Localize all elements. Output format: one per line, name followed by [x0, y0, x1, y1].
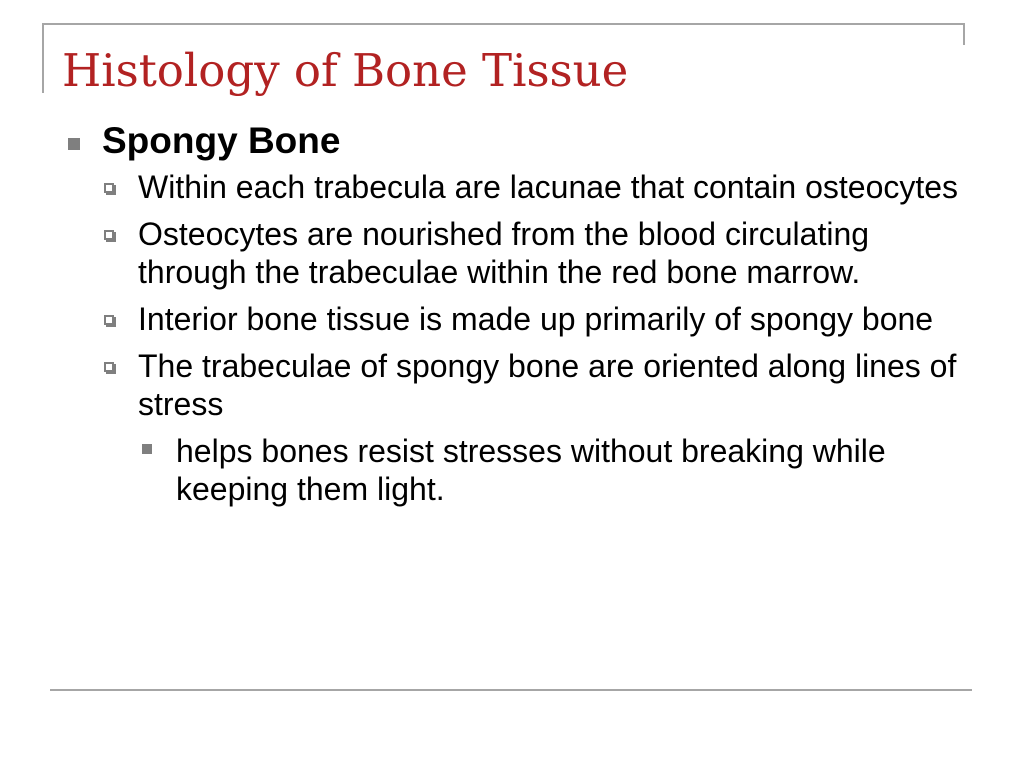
sub-sub-bullet-text: helps bones resist stresses without breaking while keeping them light.: [176, 433, 886, 507]
square-bullet-icon: [68, 138, 80, 150]
sub-sub-bullet-item: [62, 432, 972, 508]
sub-bullet-text: Within each trabecula are lacunae that contain osteocytes: [138, 169, 959, 205]
hollow-square-bullet-icon: [104, 230, 114, 240]
sub-bullet-item: [62, 347, 972, 423]
square-bullet-icon: [142, 444, 152, 454]
bullet-list: [62, 118, 972, 514]
sub-bullet-text: The trabeculae of spongy bone are oriented along lines of stress: [138, 348, 957, 422]
frame-top-line: [42, 23, 964, 25]
sub-bullet-item: [62, 168, 972, 206]
bullet-item-spongy-bone: [62, 118, 972, 164]
hollow-square-bullet-icon: [104, 183, 114, 193]
sub-bullet-text: Interior bone tissue is made up primarily of spongy bone: [138, 301, 934, 337]
hollow-square-bullet-icon: [104, 315, 114, 325]
slide-title: Histology of Bone Tissue: [62, 44, 629, 97]
footer-divider-line: [50, 689, 972, 691]
bullet-text: Spongy Bone: [102, 120, 341, 161]
sub-bullet-item: [62, 215, 972, 291]
sub-bullet-item: [62, 300, 972, 338]
sub-bullet-text: Osteocytes are nourished from the blood circulating through the trabeculae within the red bone marrow.: [138, 216, 870, 290]
frame-left-line: [42, 23, 44, 93]
hollow-square-bullet-icon: [104, 362, 114, 372]
frame-right-line: [963, 23, 965, 45]
